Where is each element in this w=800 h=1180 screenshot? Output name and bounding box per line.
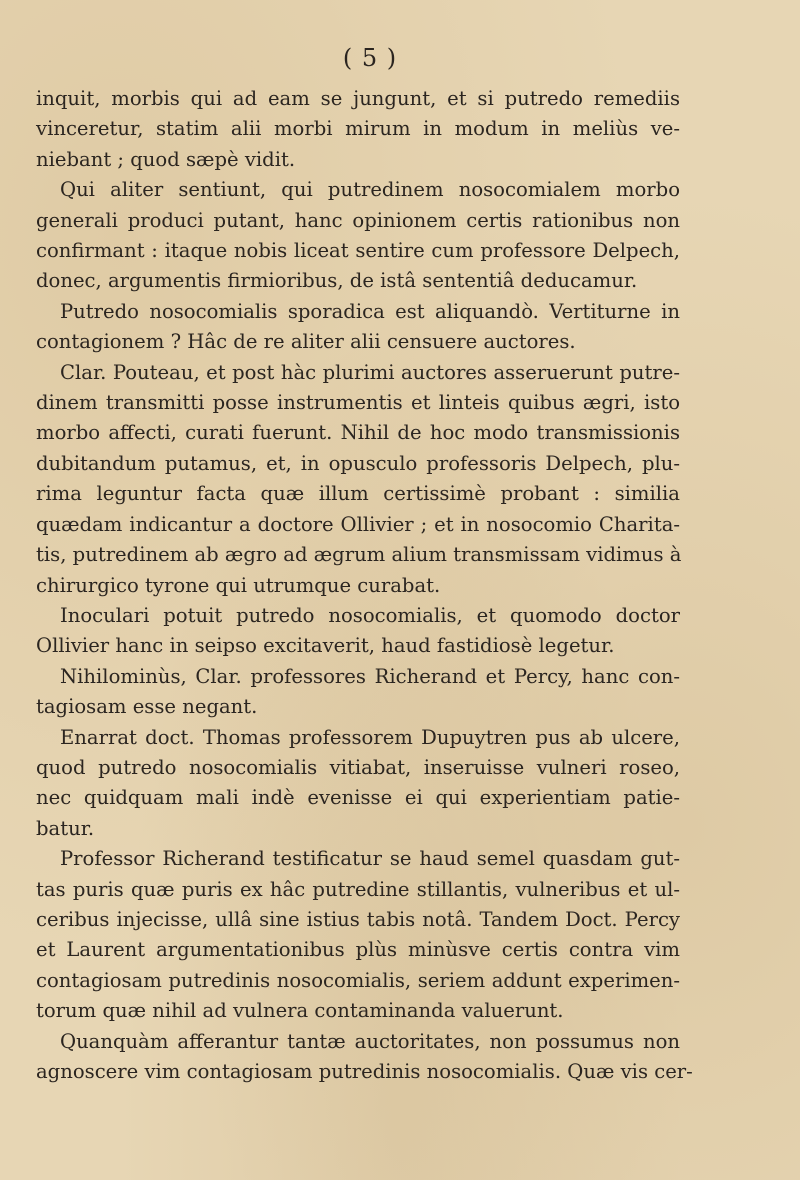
paragraph bbox=[36, 601, 680, 662]
text-line: ceribus injecisse, ullâ sine istius tabis notâ. Tandem Doct. Percy bbox=[36, 907, 680, 931]
text-line: torum quæ nihil ad vulnera contaminanda valuerunt. bbox=[36, 999, 564, 1023]
paragraph bbox=[36, 844, 680, 1026]
paragraph bbox=[36, 358, 680, 601]
text-line: agnoscere vim contagiosam putredinis nosocomialis. Quæ vis cer- bbox=[36, 1060, 693, 1083]
text-line: Professor Richerand testificatur se haud semel quasdam gut- bbox=[60, 847, 680, 871]
body-text bbox=[36, 84, 693, 1087]
text-line: dinem transmitti posse instrumentis et linteis quibus ægri, isto bbox=[36, 391, 680, 415]
text-line: Qui aliter sentiunt, qui putredinem nosocomialem morbo bbox=[60, 178, 680, 202]
text-line: batur. bbox=[36, 816, 95, 840]
text-line: et Laurent argumentationibus plùs minùsve certis contra vim bbox=[36, 938, 680, 962]
text-line: Putredo nosocomialis sporadica est aliquandò. Vertiturne in bbox=[60, 299, 680, 323]
text-line: Inoculari potuit putredo nosocomialis, et quomodo doctor bbox=[60, 603, 680, 627]
paragraph bbox=[36, 84, 680, 175]
paragraph bbox=[36, 662, 680, 723]
paragraph bbox=[36, 297, 680, 358]
text-line: chirurgico tyrone qui utrumque curabat. bbox=[36, 573, 441, 597]
text-line: Nihilominùs, Clar. professores Richerand et Percy, hanc con- bbox=[60, 664, 680, 688]
text-line: donec, argumentis firmioribus, de istâ sententiâ deducamur. bbox=[36, 269, 638, 293]
paragraph bbox=[36, 1027, 693, 1088]
text-line: generali produci putant, hanc opinionem certis rationibus non bbox=[36, 208, 680, 232]
paragraph bbox=[36, 175, 680, 297]
paragraph bbox=[36, 723, 680, 845]
text-line: dubitandum putamus, et, in opusculo professoris Delpech, plu- bbox=[36, 451, 680, 475]
text-line: quædam indicantur a doctore Ollivier ; et in nosocomio Charita- bbox=[36, 512, 680, 536]
text-line: contagiosam putredinis nosocomialis, seriem addunt experimen- bbox=[36, 968, 680, 992]
text-line: tas puris quæ puris ex hâc putredine stillantis, vulneribus et ul- bbox=[36, 877, 680, 901]
text-line: Clar. Pouteau, et post hàc plurimi auctores asseruerunt putre- bbox=[60, 360, 680, 384]
text-line: Quanquàm afferantur tantæ auctoritates, non possumus non bbox=[60, 1029, 680, 1053]
text-line: morbo affecti, curati fuerunt. Nihil de hoc modo transmissionis bbox=[36, 421, 680, 445]
text-line: niebant ; quod sæpè vidit. bbox=[36, 147, 296, 171]
text-line: tis, putredinem ab ægro ad ægrum alium transmissam vidimus à bbox=[36, 543, 682, 567]
text-line: confirmant : itaque nobis liceat sentire cum professore Delpech, bbox=[36, 239, 680, 263]
text-line: inquit, morbis qui ad eam se jungunt, et si putredo remediis bbox=[36, 87, 680, 110]
text-line: tagiosam esse negant. bbox=[36, 695, 258, 719]
text-line: Ollivier hanc in seipso excitaverit, haud fastidiosè legetur. bbox=[36, 634, 615, 658]
text-line: Enarrat doct. Thomas professorem Dupuytren pus ab ulcere, bbox=[60, 725, 680, 749]
text-line: quod putredo nosocomialis vitiabat, inseruisse vulneri roseo, bbox=[36, 755, 680, 779]
text-line: contagionem ? Hâc de re aliter alii censuere auctores. bbox=[36, 330, 576, 354]
text-line: nec quidquam mali indè evenisse ei qui experientiam patie- bbox=[36, 786, 680, 810]
page-number: ( 5 ) bbox=[342, 44, 398, 72]
text-line: vinceretur, statim alii morbi mirum in modum in meliùs ve- bbox=[36, 117, 680, 141]
text-line: rima leguntur facta quæ illum certissimè probant : similia bbox=[36, 482, 680, 506]
